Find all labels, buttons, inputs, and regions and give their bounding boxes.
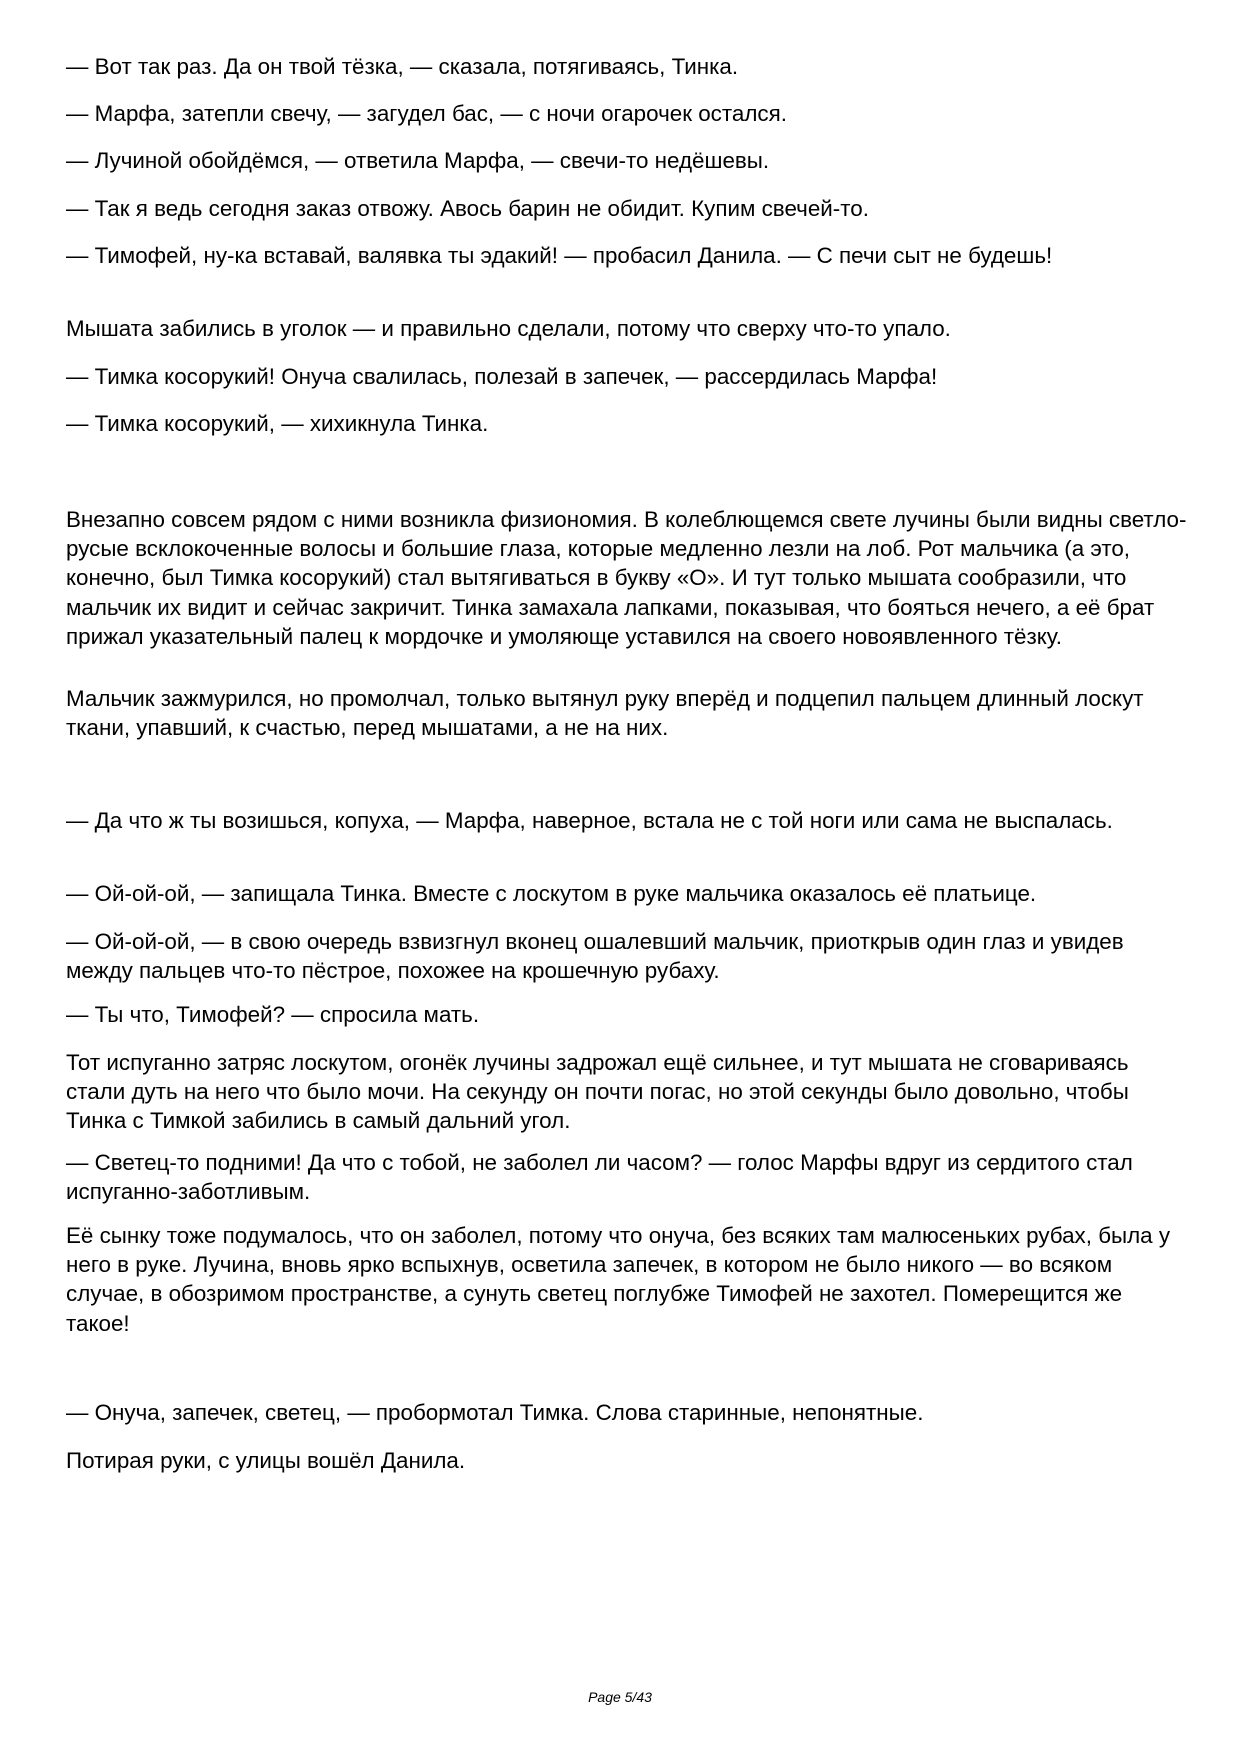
paragraph-18: — Онуча, запечек, светец, — пробормотал Тимка. Слова старинные, непонятные.	[66, 1400, 924, 1425]
paragraph-17: Её сынку тоже подумалось, что он заболел, потому что онуча, без всяких там малюсеньких рубах, была у него в руке. Лучина, вновь ярко вспыхнув, осветила запечек, в котором не было никого — во всяком случае, в обозримом пространстве, а сунуть светец поглубже Тимофей не захотел. Померещится же такое!	[66, 1223, 1171, 1336]
paragraph-11: — Да что ж ты возишься, копуха, — Марфа, наверное, встала не с той ноги или сама не выспалась.	[66, 808, 1113, 833]
paragraph-14: — Ты что, Тимофей? — спросила мать.	[66, 1002, 480, 1027]
paragraph-9: Внезапно совсем рядом с ними возникла физиономия. В колеблющемся свете лучины были видны светло-русые всклокоченные волосы и большие глаза, которые медленно лезли на лоб. Рот мальчика (а это, конечно, был Тимка косорукий) стал вытягиваться в букву «О». И тут только мышата сообразили, что мальчик их видит и сейчас закричит. Тинка замахала лапками, показывая, что бояться нечего, а её брат прижал указательный палец к мордочке и умоляюще уставился на своего новоявленного тёзку.	[66, 507, 1187, 649]
paragraph-10: Мальчик зажмурился, но промолчал, только вытянул руку вперёд и подцепил пальцем длинный лоскут ткани, упавший, к счастью, перед мышатами, а не на них.	[66, 686, 1144, 741]
paragraph-12: — Ой-ой-ой, — запищала Тинка. Вместе с лоскутом в руке мальчика оказалось её платьице.	[66, 881, 1037, 906]
page-number: Page 5/43	[588, 1689, 652, 1705]
paragraph-1: — Вот так раз. Да он твой тёзка, — сказала, потягиваясь, Тинка.	[66, 54, 739, 79]
paragraph-6: Мышата забились в уголок — и правильно сделали, потому что сверху что-то упало.	[66, 316, 951, 341]
paragraph-2: — Марфа, затепли свечу, — загудел бас, — с ночи огарочек остался.	[66, 101, 787, 126]
paragraph-15: Тот испуганно затряс лоскутом, огонёк лучины задрожал ещё сильнее, и тут мышата не сговариваясь стали дуть на него что было мочи. На секунду он почти погас, но этой секунды было довольно, чтобы Тинка с Тимкой забились в самый дальний угол.	[66, 1050, 1129, 1134]
paragraph-4: — Так я ведь сегодня заказ отвожу. Авось барин не обидит. Купим свечей-то.	[66, 196, 869, 221]
paragraph-7: — Тимка косорукий! Онуча свалилась, полезай в запечек, — рассердилась Марфа!	[66, 364, 938, 389]
paragraph-8: — Тимка косорукий, — хихикнула Тинка.	[66, 411, 489, 436]
paragraph-16: — Светец-то подними! Да что с тобой, не заболел ли часом? — голос Марфы вдруг из сердитого стал испуганно-заботливым.	[66, 1150, 1133, 1205]
paragraph-13: — Ой-ой-ой, — в свою очередь взвизгнул вконец ошалевший мальчик, приоткрыв один глаз и увидев между пальцев что-то пёстрое, похожее на крошечную рубаху.	[66, 929, 1124, 984]
paragraph-19: Потирая руки, с улицы вошёл Данила.	[66, 1448, 466, 1473]
paragraph-5: — Тимофей, ну-ка вставай, валявка ты эдакий! — пробасил Данила. — С печи сыт не будешь!	[66, 243, 1053, 268]
paragraph-3: — Лучиной обойдёмся, — ответила Марфа, — свечи-то недёшевы.	[66, 148, 770, 173]
